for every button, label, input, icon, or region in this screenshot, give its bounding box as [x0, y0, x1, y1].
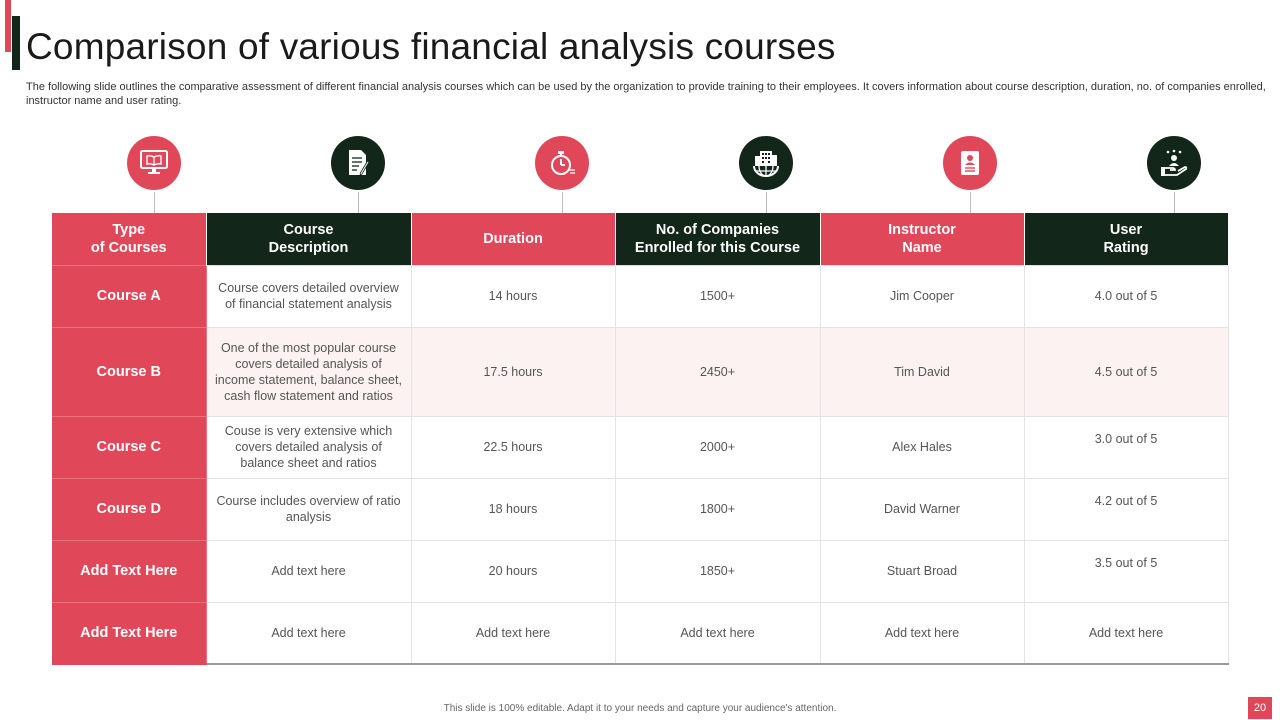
- instructor-cell: Jim Cooper: [820, 265, 1024, 327]
- course-type-cell: Course B: [52, 327, 206, 416]
- icon-cell-duration: [460, 136, 664, 214]
- icon-cell-type: [52, 136, 256, 214]
- icon-connector: [358, 192, 359, 214]
- course-type-cell: Add Text Here: [52, 602, 206, 664]
- accent-bar-red: [5, 0, 11, 52]
- icon-connector: [970, 192, 971, 214]
- companies-cell: Add text here: [615, 602, 820, 664]
- icon-cell-description: [256, 136, 460, 214]
- duration-cell: 22.5 hours: [411, 416, 615, 478]
- table-header-row: [52, 213, 1228, 265]
- icon-cell-instructor: [868, 136, 1072, 214]
- duration-cell: Add text here: [411, 602, 615, 664]
- course-description-cell: Course covers detailed overview of financial statement analysis: [206, 265, 411, 327]
- table-row: [52, 265, 1228, 327]
- rating-cell: [1024, 540, 1228, 602]
- course-type-cell: Course A: [52, 265, 206, 327]
- rating-cell: Add text here: [1024, 602, 1228, 664]
- rating-cell: [1024, 478, 1228, 540]
- instructor-cell: Stuart Broad: [820, 540, 1024, 602]
- course-type-cell: Add Text Here: [52, 540, 206, 602]
- icon-cell-companies: [664, 136, 868, 214]
- id-card-icon: [943, 136, 997, 190]
- rating-value: 3.5 out of 5: [1094, 556, 1158, 570]
- icon-connector: [766, 192, 767, 214]
- rating-cell: 4.5 out of 5: [1024, 327, 1228, 416]
- globe-buildings-icon: [739, 136, 793, 190]
- header-instructor-name: Instructor Name: [820, 213, 1024, 265]
- accent-bar-dark: [12, 16, 20, 70]
- rating-value: 3.0 out of 5: [1094, 432, 1158, 446]
- instructor-cell: Add text here: [820, 602, 1024, 664]
- course-description-cell: Add text here: [206, 602, 411, 664]
- rating-value: 4.2 out of 5: [1094, 494, 1158, 508]
- companies-cell: 2000+: [615, 416, 820, 478]
- page-number: 20: [1248, 697, 1272, 719]
- course-description-cell: Course includes overview of ratio analysis: [206, 478, 411, 540]
- page-subtitle: The following slide outlines the comparative assessment of different financial analysis courses which can be used by the organization to provide training to their employees. It covers information about course description, duration, no. of companies enrolled, instructor name and user rating.: [26, 81, 1266, 107]
- header-user-rating: User Rating: [1024, 213, 1228, 265]
- companies-cell: 1850+: [615, 540, 820, 602]
- companies-cell: 2450+: [615, 327, 820, 416]
- header-course-description: Course Description: [206, 213, 411, 265]
- companies-cell: 1500+: [615, 265, 820, 327]
- column-icon-row: [52, 136, 1228, 214]
- header-type-of-courses: Type of Courses: [52, 213, 206, 265]
- course-description-cell: One of the most popular course covers detailed analysis of income statement, balance sheet, cash flow statement and ratios: [206, 327, 411, 416]
- rating-cell: 4.0 out of 5: [1024, 265, 1228, 327]
- instructor-cell: David Warner: [820, 478, 1024, 540]
- course-description-cell: Couse is very extensive which covers detailed analysis of balance sheet and ratios: [206, 416, 411, 478]
- table-row: [52, 327, 1228, 416]
- rating-cell: [1024, 416, 1228, 478]
- footer-note: This slide is 100% editable. Adapt it to your needs and capture your audience's attention.: [443, 703, 837, 714]
- stopwatch-icon: [535, 136, 589, 190]
- duration-cell: 17.5 hours: [411, 327, 615, 416]
- header-companies-enrolled: No. of Companies Enrolled for this Course: [615, 213, 820, 265]
- instructor-cell: Tim David: [820, 327, 1024, 416]
- icon-connector: [1174, 192, 1175, 214]
- duration-cell: 18 hours: [411, 478, 615, 540]
- companies-cell: 1800+: [615, 478, 820, 540]
- instructor-cell: Alex Hales: [820, 416, 1024, 478]
- hand-user-stars-icon: [1147, 136, 1201, 190]
- duration-cell: 20 hours: [411, 540, 615, 602]
- table-row: [52, 602, 1228, 664]
- header-duration: Duration: [411, 213, 615, 265]
- duration-cell: 14 hours: [411, 265, 615, 327]
- icon-cell-rating: [1072, 136, 1276, 214]
- document-pen-icon: [331, 136, 385, 190]
- table-row: [52, 478, 1228, 540]
- monitor-book-icon: [127, 136, 181, 190]
- table-row: [52, 416, 1228, 478]
- page-title: Comparison of various financial analysis courses: [26, 26, 836, 67]
- course-comparison-table: [52, 213, 1229, 665]
- table-row: [52, 540, 1228, 602]
- icon-connector: [562, 192, 563, 214]
- course-type-cell: Course C: [52, 416, 206, 478]
- icon-connector: [154, 192, 155, 214]
- course-type-cell: Course D: [52, 478, 206, 540]
- course-description-cell: Add text here: [206, 540, 411, 602]
